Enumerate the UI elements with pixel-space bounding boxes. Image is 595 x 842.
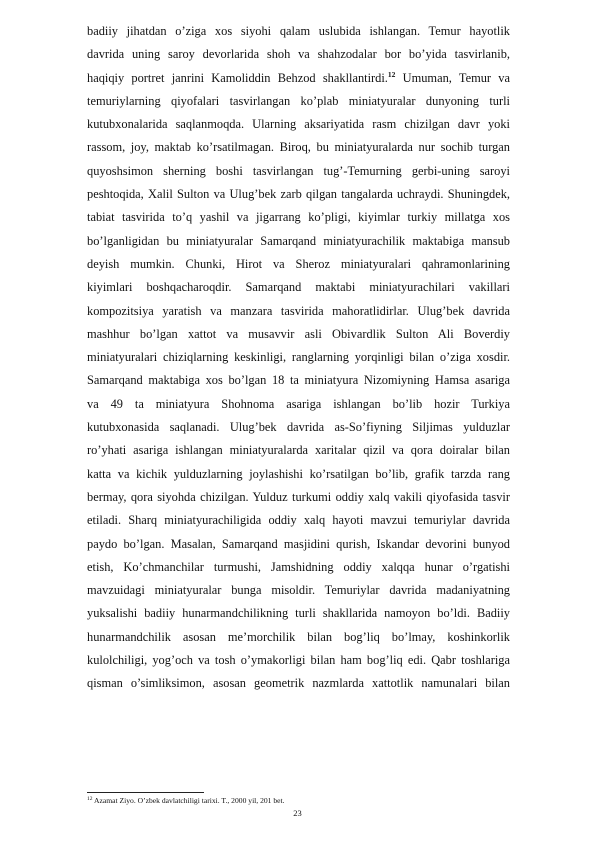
text-line: temuriylarning qiyofalari tasvirlangan ko’plab miniatyuralar dunyoning turli — [87, 93, 510, 108]
text-line: qisman o’simliksimon, asosan geometrik nazmlarda xattotlik namunalari bilan — [87, 676, 510, 691]
text-line: badiiy jihatdan o’ziga xos siyohi qalam uslubida ishlangan. Temur hayotlik — [87, 24, 510, 38]
body-text — [87, 20, 510, 696]
text-line: yuksalishi badiiy hunarmandchilikning turli shakllarida namoyon bo’ldi. Badiiy — [87, 606, 510, 621]
text-line: mashhur bo’lgan xattot va musavvir asli Obivardlik Sulton Ali Boverdiy — [87, 326, 510, 341]
text-line: katta va kichik yulduzlarning joylashishi ko’rsatilgan bo’lib, grafik tarzda rang — [87, 466, 510, 481]
text-line: kutubxonasida saqlanadi. Ulug’bek davrida as-So’fiyning Siljimas yulduzlar — [87, 420, 510, 435]
text-line: bo’lganligidan bu miniatyuralar Samarqand miniatyurachilik maktabiga mansub — [87, 233, 510, 248]
text-line: kiyimlari boshqacharoqdir. Samarqand maktabi miniatyurachilari vakillari — [87, 280, 510, 295]
page-number: 23 — [293, 808, 302, 818]
footnote-text: Azamat Ziyo. O’zbek davlatchiligi tarixi. T., 2000 yil, 201 bet. — [92, 796, 285, 805]
text-line: ro’yhati asariga ishlangan miniatyuralarda xaritalar qizil va qora doiralar bilan — [87, 443, 510, 458]
text-line: kompozitsiya yaratish va manzara tasvirida mahoratlidirlar. Ulug’bek davrida — [87, 303, 510, 318]
footnote-marker: 12 — [87, 796, 93, 802]
text-line: deyish mumkin. Chunki, Hirot va Sheroz miniatyuralari qahramonlarining — [87, 256, 510, 271]
text-line: hunarmandchilik asosan me’morchilik bilan bog’liq bo’lmay, koshinkorlik — [87, 629, 510, 644]
text-line: miniatyuralari chiziqlarning keskinligi, ranglarning yorqinligi bilan o’ziga xosdir. — [87, 350, 510, 365]
text-line: Samarqand maktabiga xos bo’lgan 18 ta miniatyura Nizomiyning Hamsa asariga — [87, 373, 510, 388]
text-line: kulolchiligi, yog’och va tosh o’ymakorligi bilan ham bog’liq edi. Qabr toshlariga — [87, 653, 510, 668]
text-line: va 49 ta miniatyura Shohnoma asariga ishlangan bo’lib hozir Turkiya — [87, 396, 510, 411]
text-line: paydo bo’lgan. Masalan, Samarqand masjidini qurish, Iskandar devorini bunyod — [87, 536, 510, 551]
text-line: mavzuidagi miniatyuralar bunga misoldir. Temuriylar davrida madaniyatning — [87, 583, 510, 598]
text-line: bermay, qora siyohda chizilgan. Yulduz turkumi oddiy xalq vakili qiyofasida tasvir — [87, 489, 510, 504]
text-line: davrida uning saroy devorlarida shoh va shahzodalar bor bo’yida tasvirlanib, — [87, 47, 510, 62]
text-line: kutubxonalarida saqlanmoqda. Ularning aksariyatida rasm chizilgan davr yoki — [87, 117, 510, 132]
text-line: rassom, joy, maktab ko’rsatilmagan. Biroq, bu miniatyuralarda nur sochib turgan — [87, 140, 510, 155]
text-segment: haqiqiy portret janrini Kamoliddin Behzod shakllantirdi. — [87, 70, 388, 85]
text-segment: Umuman, Temur va — [395, 70, 510, 85]
text-line: etiladi. Sharq miniatyurachiligida oddiy xalq hayoti mavzui temuriylar davrida — [87, 513, 510, 528]
footnote-reference[interactable]: 12 — [387, 69, 396, 79]
text-line-with-footnote — [87, 67, 510, 90]
footnote-divider — [87, 792, 204, 793]
text-line: quyoshsimon sherning boshi tasvirlangan tug’-Temurning gerbi-uning saroyi — [87, 163, 510, 178]
text-line: etish, Ko’chmanchilar turmushi, Jamshidning oddiy xalqqa hunar o’rgatishi — [87, 559, 510, 574]
footnote — [87, 796, 510, 805]
text-line: tabiat tasvirida to’q yashil va jigarrang ko’pligi, kiyimlar turkiy millatga xos — [87, 210, 510, 225]
text-line: peshtoqida, Xalil Sulton va Ulug’bek zarb qilgan tangalarda uchraydi. Shuningdek, — [87, 187, 510, 202]
